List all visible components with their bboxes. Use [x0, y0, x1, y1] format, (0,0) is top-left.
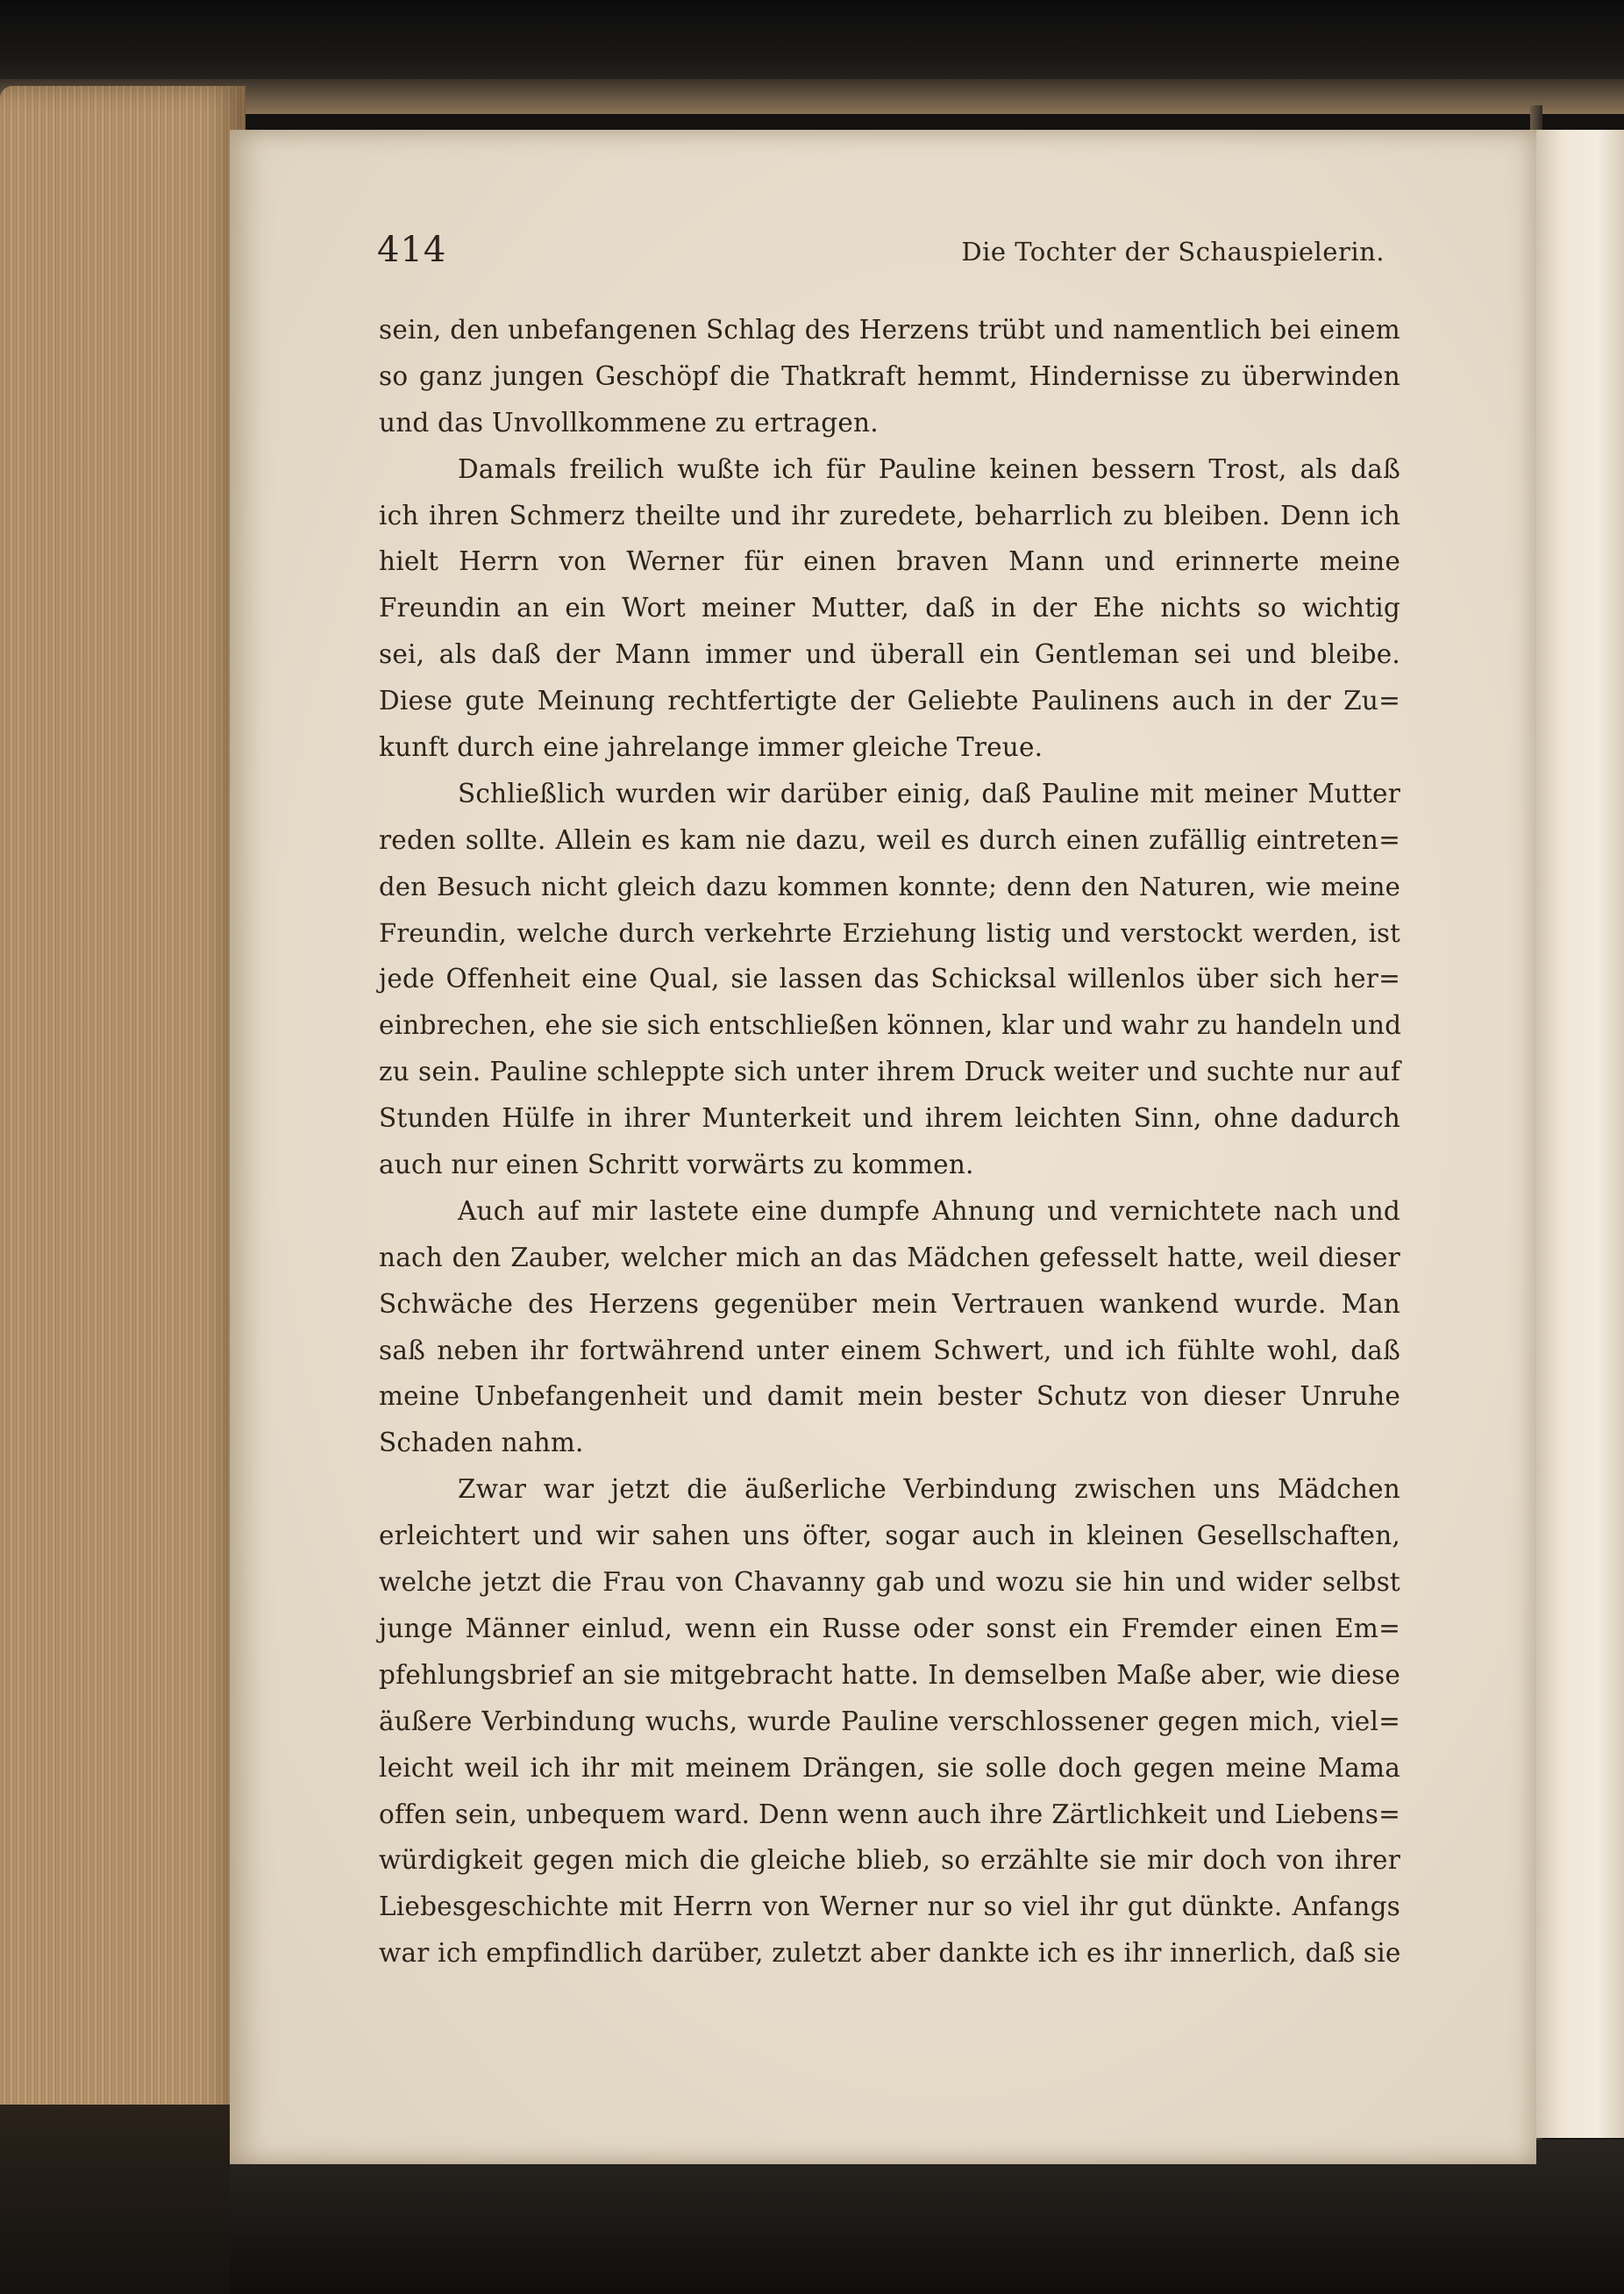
text-line: jede Offenheit eine Qual, sie lassen das Schicksal willenlos über sich her=	[379, 964, 1400, 994]
text-line: offen sein, unbequem ward. Denn wenn auch ihre Zärtlichkeit und Liebens=	[379, 1799, 1400, 1829]
text-line: Freundin an ein Wort meiner Mutter, daß in der Ehe nichts so wichtig	[379, 593, 1400, 623]
text-line: Auch auf mir lastete eine dumpfe Ahnung und vernichtete nach und	[458, 1195, 1400, 1226]
text-line: ich ihren Schmerz theilte und ihr zuredete, beharrlich zu bleiben. Denn ich	[379, 500, 1400, 531]
text-line: den Besuch nicht gleich dazu kommen konnte; denn den Naturen, wie meine	[379, 871, 1400, 901]
running-title: Die Tochter der Schauspielerin.	[961, 237, 1385, 267]
text-line: und das Unvollkommene zu ertragen.	[379, 407, 879, 438]
text-line: Liebesgeschichte mit Herrn von Werner nur so viel ihr gut dünkte. Anfangs	[379, 1891, 1400, 1922]
book-cover-corner	[0, 2105, 263, 2294]
text-line: leicht weil ich ihr mit meinem Drängen, sie solle doch gegen meine Mama	[379, 1752, 1400, 1783]
text-line: reden sollte. Allein es kam nie dazu, weil es durch einen zufällig eintreten=	[379, 824, 1400, 855]
text-line: Stunden Hülfe in ihrer Munterkeit und ihrem leichten Sinn, ohne dadurch	[379, 1103, 1400, 1134]
text-line: äußere Verbindung wuchs, wurde Pauline verschlossener gegen mich, viel=	[379, 1706, 1400, 1736]
text-line: welche jetzt die Frau von Chavanny gab und wozu sie hin und wider selbst	[379, 1567, 1400, 1598]
text-line: auch nur einen Schritt vorwärts zu kommen.	[379, 1150, 974, 1180]
text-line: war ich empfindlich darüber, zuletzt aber dankte ich es ihr innerlich, daß sie	[379, 1938, 1401, 1969]
body-text	[379, 307, 1400, 1977]
page-block-edges	[0, 86, 246, 2147]
text-line: Schwäche des Herzens gegenüber mein Vertrauen wankend wurde. Man	[379, 1288, 1400, 1319]
text-line: junge Männer einlud, wenn ein Russe oder sonst ein Fremder einen Em=	[379, 1613, 1400, 1643]
text-line: Damals freilich wußte ich für Pauline keinen bessern Trost, als daß	[458, 453, 1400, 484]
next-page-edge	[1536, 130, 1624, 2138]
text-line: Diese gute Meinung rechtfertigte der Geliebte Paulinens auch in der Zu=	[379, 686, 1400, 716]
page-number: 414	[377, 230, 447, 270]
text-line: nach den Zauber, welcher mich an das Mädchen gefesselt hatte, weil dieser	[379, 1242, 1400, 1272]
text-line: zu sein. Pauline schleppte sich unter ihrem Druck weiter und suchte nur auf	[379, 1057, 1400, 1087]
text-line: saß neben ihr fortwährend unter einem Schwert, und ich fühlte wohl, daß	[379, 1335, 1400, 1365]
text-line: kunft durch eine jahrelange immer gleiche Treue.	[379, 732, 1043, 763]
text-line: Schließlich wurden wir darüber einig, daß Pauline mit meiner Mutter	[458, 778, 1400, 809]
text-line: sein, den unbefangenen Schlag des Herzens trübt und namentlich bei einem	[379, 315, 1400, 345]
text-line: würdigkeit gegen mich die gleiche blieb, so erzählte sie mir doch von ihrer	[379, 1845, 1400, 1876]
text-line: so ganz jungen Geschöpf die Thatkraft hemmt, Hindernisse zu überwinden	[379, 360, 1400, 391]
text-line: sei, als daß der Mann immer und überall ein Gentleman sei und bleibe.	[379, 639, 1400, 670]
text-line: meine Unbefangenheit und damit mein bester Schutz von dieser Unruhe	[379, 1381, 1400, 1412]
page-header	[377, 230, 1385, 282]
text-line: pfehlungsbrief an sie mitgebracht hatte. In demselben Maße aber, wie diese	[379, 1659, 1400, 1690]
text-line: Freundin, welche durch verkehrte Erziehung listig und verstockt werden, ist	[379, 917, 1400, 948]
text-line: einbrechen, ehe sie sich entschließen können, klar und wahr zu handeln und	[379, 1010, 1402, 1041]
text-line: Zwar war jetzt die äußerliche Verbindung zwischen uns Mädchen	[458, 1474, 1400, 1505]
text-line: erleichtert und wir sahen uns öfter, sogar auch in kleinen Gesellschaften,	[379, 1521, 1400, 1551]
text-line: Schaden nahm.	[379, 1428, 584, 1458]
text-line: hielt Herrn von Werner für einen braven Mann und erinnerte meine	[379, 546, 1400, 577]
